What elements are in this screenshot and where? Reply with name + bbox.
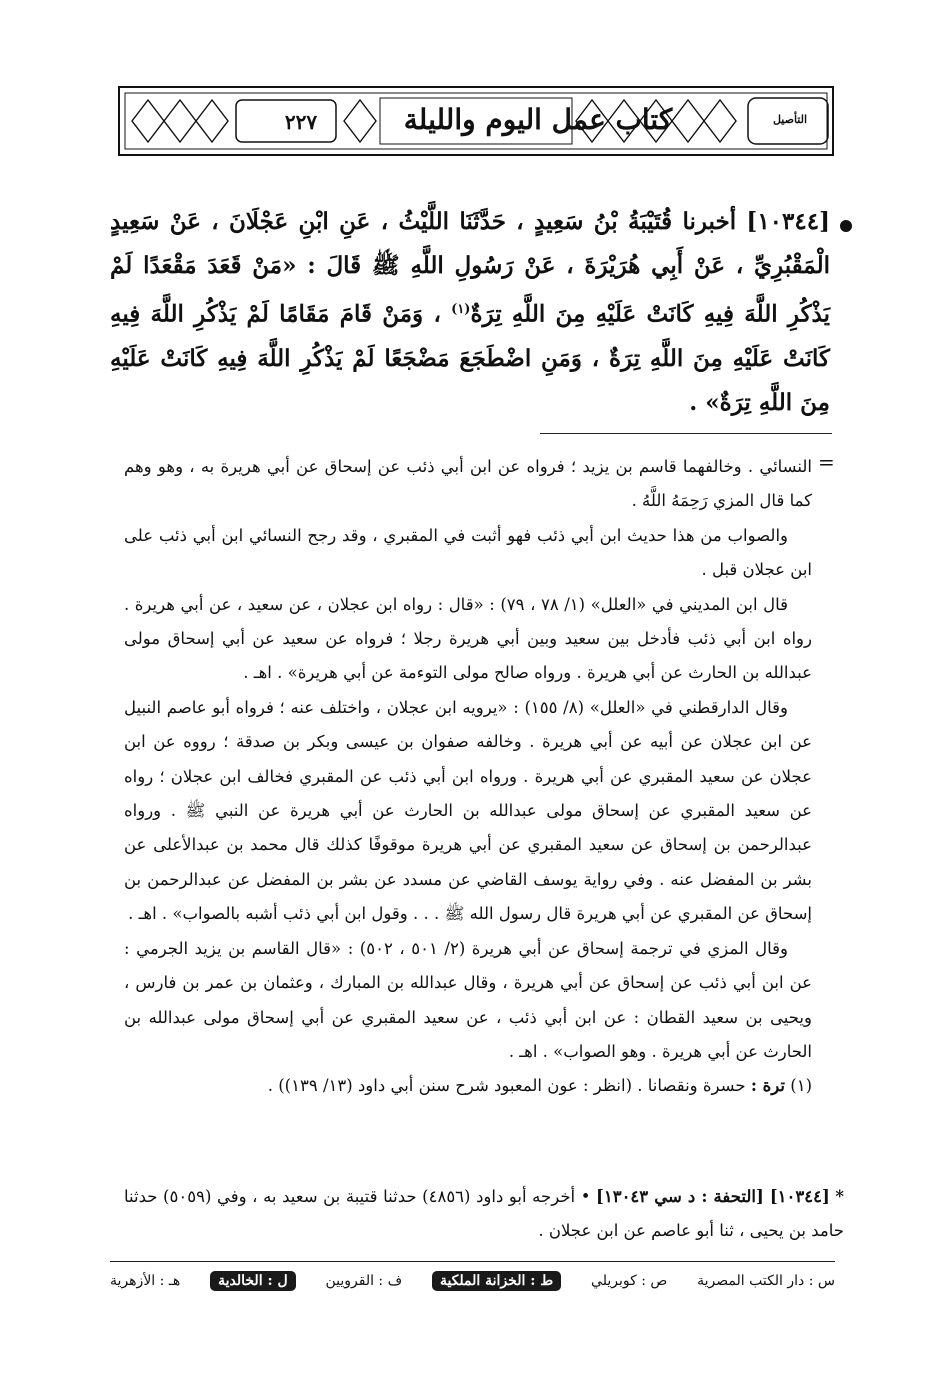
- takhrij: [124, 1180, 844, 1248]
- main-line-2: الْمَقْبُرِيِّ ، عَنْ أَبِي هُرَيْرَةَ ، عَنْ رَسُولِ اللَّهِ ﷺ قَالَ : «مَنْ قَعَدَ مَقْعَدًا لَمْ يَذْكُرِ اللَّهَ: [110, 252, 831, 328]
- footnote-term: ترة :: [750, 1076, 785, 1096]
- legend-item: ل : الخالدية: [210, 1271, 296, 1291]
- note-paragraph: والصواب من هذا حديث ابن أبي ذئب فهو أثبت في المقبري ، وقد رجح النسائي ابن أبي ذئب على ابن عجلان قبل .: [124, 525, 812, 580]
- footnote-1: [124, 1069, 812, 1103]
- hadith-text: [110, 200, 830, 425]
- continuation-mark: =: [818, 450, 835, 474]
- footnote-body: حسرة ونقصانا . (انظر : عون المعبود شرح سنن أبي داود (١٣/ ١٣٩)) .: [267, 1076, 746, 1096]
- legend-item: ف : القرويين: [325, 1273, 403, 1289]
- legend-item: هـ : الأزهرية: [110, 1273, 181, 1289]
- main-line-1: [١٠٣٤٤] أخبرنا قُتَيْبَةُ بْنُ سَعِيدٍ ، حَدَّثَنَا اللَّيْثُ ، عَنِ ابْنِ عَجْلَانَ ، عَنْ سَعِيدٍ: [110, 208, 830, 235]
- footnote-number: (١): [790, 1076, 812, 1096]
- star-icon: *: [835, 1187, 844, 1206]
- note-paragraph: قال ابن المديني في «العلل» (١/ ٧٨ ، ٧٩) : «قال : رواه ابن عجلان ، عن سعيد ، عن أبي هريرة . رواه ابن أبي ذئب فأدخل بين سعيد وبين أبي هريرة رجلا ؛ فرواه عن سعيد عن أبي إسحاق مولى عبدالله بن الحارث عن أبي هريرة . ورواه صالح مولى التوءمة عن أبي هريرة» . اهـ .: [124, 594, 812, 683]
- page-number: ٢٢٧: [284, 110, 318, 134]
- note-paragraph: وقال المزي في ترجمة إسحاق عن أبي هريرة (٢/ ٥٠١ ، ٥٠٢) : «قال القاسم بن يزيد الجرمي : عن ابن أبي ذئب عن إسحاق عن أبي هريرة ، وقال عبدالله بن المبارك ، وعثمان بن عمر بن فارس ، ويحيى بن سعيد القطان : عن ابن أبي ذئب ، عن سعيد المقبري عن أبي إسحاق مولى عبدالله بن الحارث عن أبي هريرة . وهو الصواب» . اهـ .: [124, 938, 812, 1061]
- divider: [540, 433, 832, 434]
- page-header: [118, 86, 834, 156]
- note-paragraph: النسائي . وخالفهما قاسم بن يزيد ؛ فرواه عن ابن أبي ذئب عن إسحاق عن أبي هريرة به ، وهو وهم كما قال المزي رَحِمَهُ اللَّهُ .: [124, 457, 812, 511]
- takhrij-line-1: • أخرجه أبو داود (٤٨٥٦) حدثنا قتيبة بن سعيد به ،: [252, 1187, 591, 1206]
- legend-item: ص : كوبريلي: [591, 1273, 668, 1289]
- publisher-logo: التأصيل: [772, 113, 808, 126]
- book-title: كتاب عمل اليوم والليلة: [403, 103, 673, 136]
- takhrij-head: [١٠٣٤٤] [التحفة : د سي ١٣٠٤٣]: [596, 1187, 830, 1206]
- legend-divider: [110, 1261, 835, 1262]
- takhrij-line-2: وفي (٥٠٥٩) حدثنا حامد بن يحيى ، ثنا أبو عاصم عن ابن عجلان .: [124, 1187, 844, 1240]
- note-paragraph: وقال الدارقطني في «العلل» (٨/ ١٥٥) : «يرويه ابن عجلان ، واختلف عنه ؛ فرواه أبو عاصم النبيل عن ابن عجلان عن أبيه عن أبي هريرة . وخالفه صفوان بن عيسى وبكر بن صدقة ؛ رووه عن ابن عجلان عن سعيد المقبري عن أبي هريرة . ورواه ابن أبي ذئب عن المقبري فخالف ابن عجلان ؛ رواه عن سعيد المقبري عن إسحاق مولى عبدالله بن الحارث عن أبي هريرة عن النبي ﷺ . ورواه عبدالرحمن بن إسحاق عن سعيد المقبري عن أبي هريرة موقوفًا كذلك قال محمد بن عبدالأعلى عن بشر بن المفضل عنه . وفي رواية يوسف القاضي عن مسدد عن بشر بن المفضل عن عبدالرحمن بن إسحاق عن المقبري عن أبي هريرة قال رسول الله ﷺ . . . وقول ابن أبي ذئب أشبه بالصواب» . اهـ .: [124, 697, 812, 924]
- legend-item: س : دار الكتب المصرية: [697, 1273, 835, 1289]
- legend-item: ط : الخزانة الملكية: [432, 1271, 561, 1291]
- footnote-ref: (١): [451, 302, 471, 317]
- main-line-5: تِرَةٌ ، وَمَنِ اضْطَجَعَ مَضْجَعًا لَمْ يَذْكُرِ اللَّهَ فِيهِ كَانَتْ عَلَيْهِ مِنَ اللَّهِ تِرَةٌ» .: [110, 344, 830, 416]
- manuscript-legend: [110, 1266, 835, 1296]
- main-line-4: ، وَمَنْ قَامَ مَقَامًا لَمْ يَذْكُرِ اللَّهَ فِيهِ كَانَتْ عَلَيْهِ مِنَ اللَّهِ: [110, 300, 830, 372]
- main-line-3: فِيهِ كَانَتْ عَلَيْهِ مِنَ اللَّهِ تِرَةٌ: [470, 300, 734, 328]
- bullet-icon: [840, 220, 852, 232]
- footnotes: [124, 450, 812, 1104]
